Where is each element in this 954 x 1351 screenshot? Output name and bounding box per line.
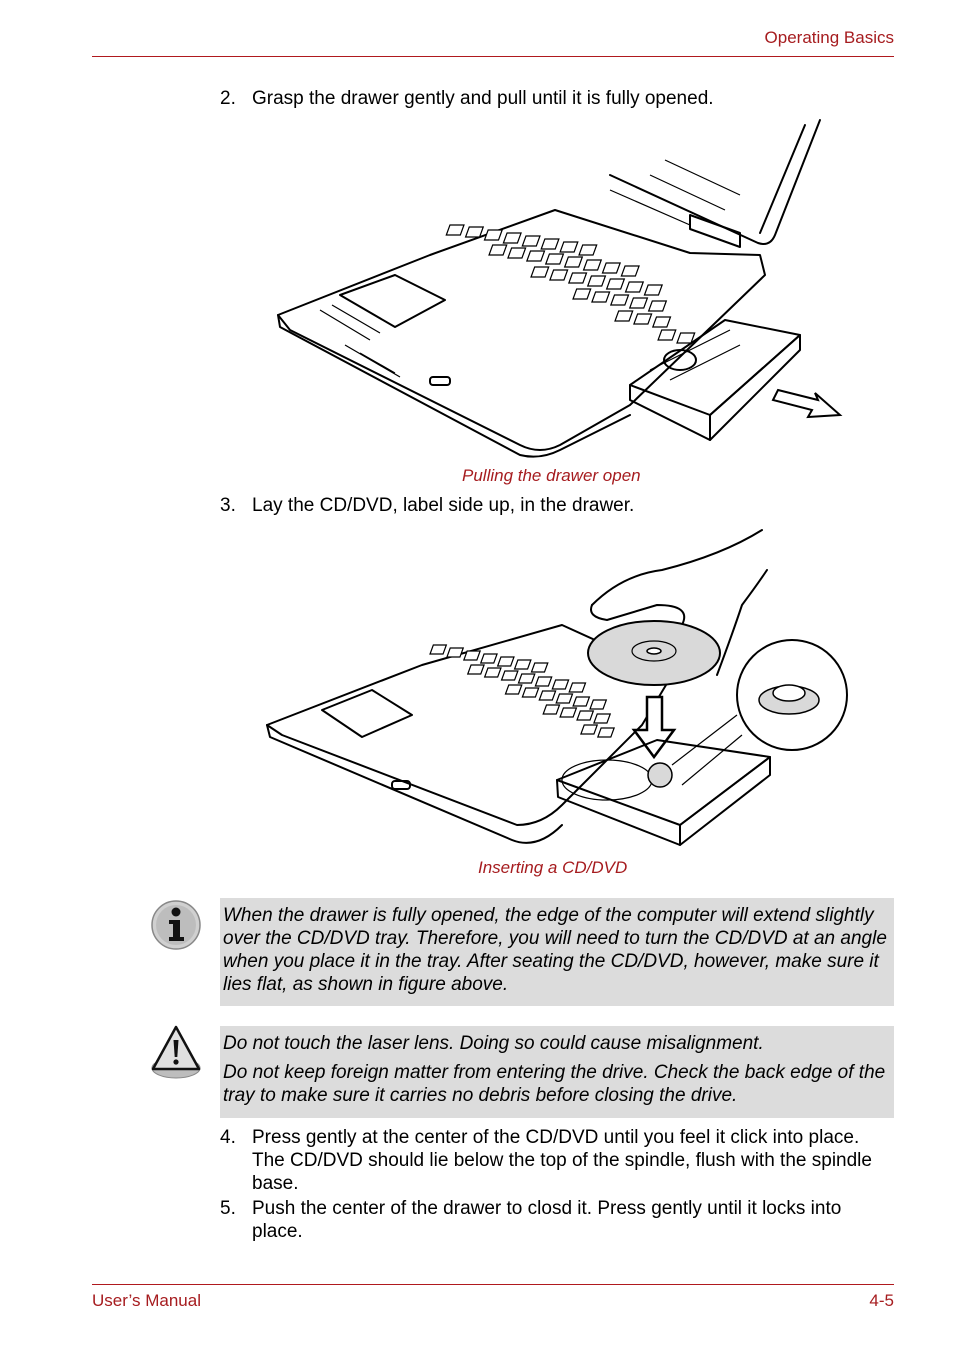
figure-pulling-drawer	[270, 115, 850, 460]
step-number: 4.	[220, 1127, 236, 1148]
cd-disc	[588, 621, 720, 685]
page-number: 4-5	[869, 1291, 894, 1310]
caution-icon	[150, 1024, 202, 1085]
footer-manual-title: User’s Manual	[92, 1291, 201, 1310]
caution-note-text-1: Do not touch the laser lens. Doing so could cause misalignment.	[223, 1033, 764, 1054]
section-title: Operating Basics	[764, 28, 894, 47]
caution-note-text-2: Do not keep foreign matter from entering the drive. Check the back edge of the tray to make sure it carries no debris before closing the drive.	[223, 1062, 886, 1106]
caution-note	[220, 1026, 894, 1118]
cd-tray	[557, 740, 770, 845]
step-3	[220, 494, 890, 517]
step-2	[220, 87, 890, 110]
step-text: Press gently at the center of the CD/DVD until you feel it click into place. The CD/DVD should lie below the top of the spindle, flush with the spindle base.	[252, 1127, 872, 1194]
info-note-text: When the drawer is fully opened, the edge of the computer will extend slightly over the CD/DVD tray. Therefore, you will need to turn the CD/DVD at an angle when you place it in the tray. After seating the CD/DVD, however, make sure it lies flat, as shown in figure above.	[223, 905, 887, 995]
header-rule	[92, 56, 894, 57]
figure-caption-1: Pulling the drawer open	[462, 466, 641, 485]
info-note	[220, 898, 894, 1006]
step-number: 5.	[220, 1198, 236, 1219]
step-4	[220, 1126, 890, 1195]
pull-arrow-icon	[773, 390, 840, 417]
footer-rule	[92, 1284, 894, 1285]
info-icon	[150, 899, 202, 956]
keyboard	[430, 645, 614, 737]
step-text: Grasp the drawer gently and pull until it is fully opened.	[252, 88, 714, 109]
step-number: 3.	[220, 495, 236, 516]
step-text: Lay the CD/DVD, label side up, in the drawer.	[252, 495, 635, 516]
step-5	[220, 1197, 890, 1243]
step-text: Push the center of the drawer to closd it. Press gently until it locks into place.	[252, 1198, 842, 1242]
figure-inserting-cd	[262, 525, 857, 855]
figure-caption-2: Inserting a CD/DVD	[478, 858, 628, 877]
step-number: 2.	[220, 88, 236, 109]
